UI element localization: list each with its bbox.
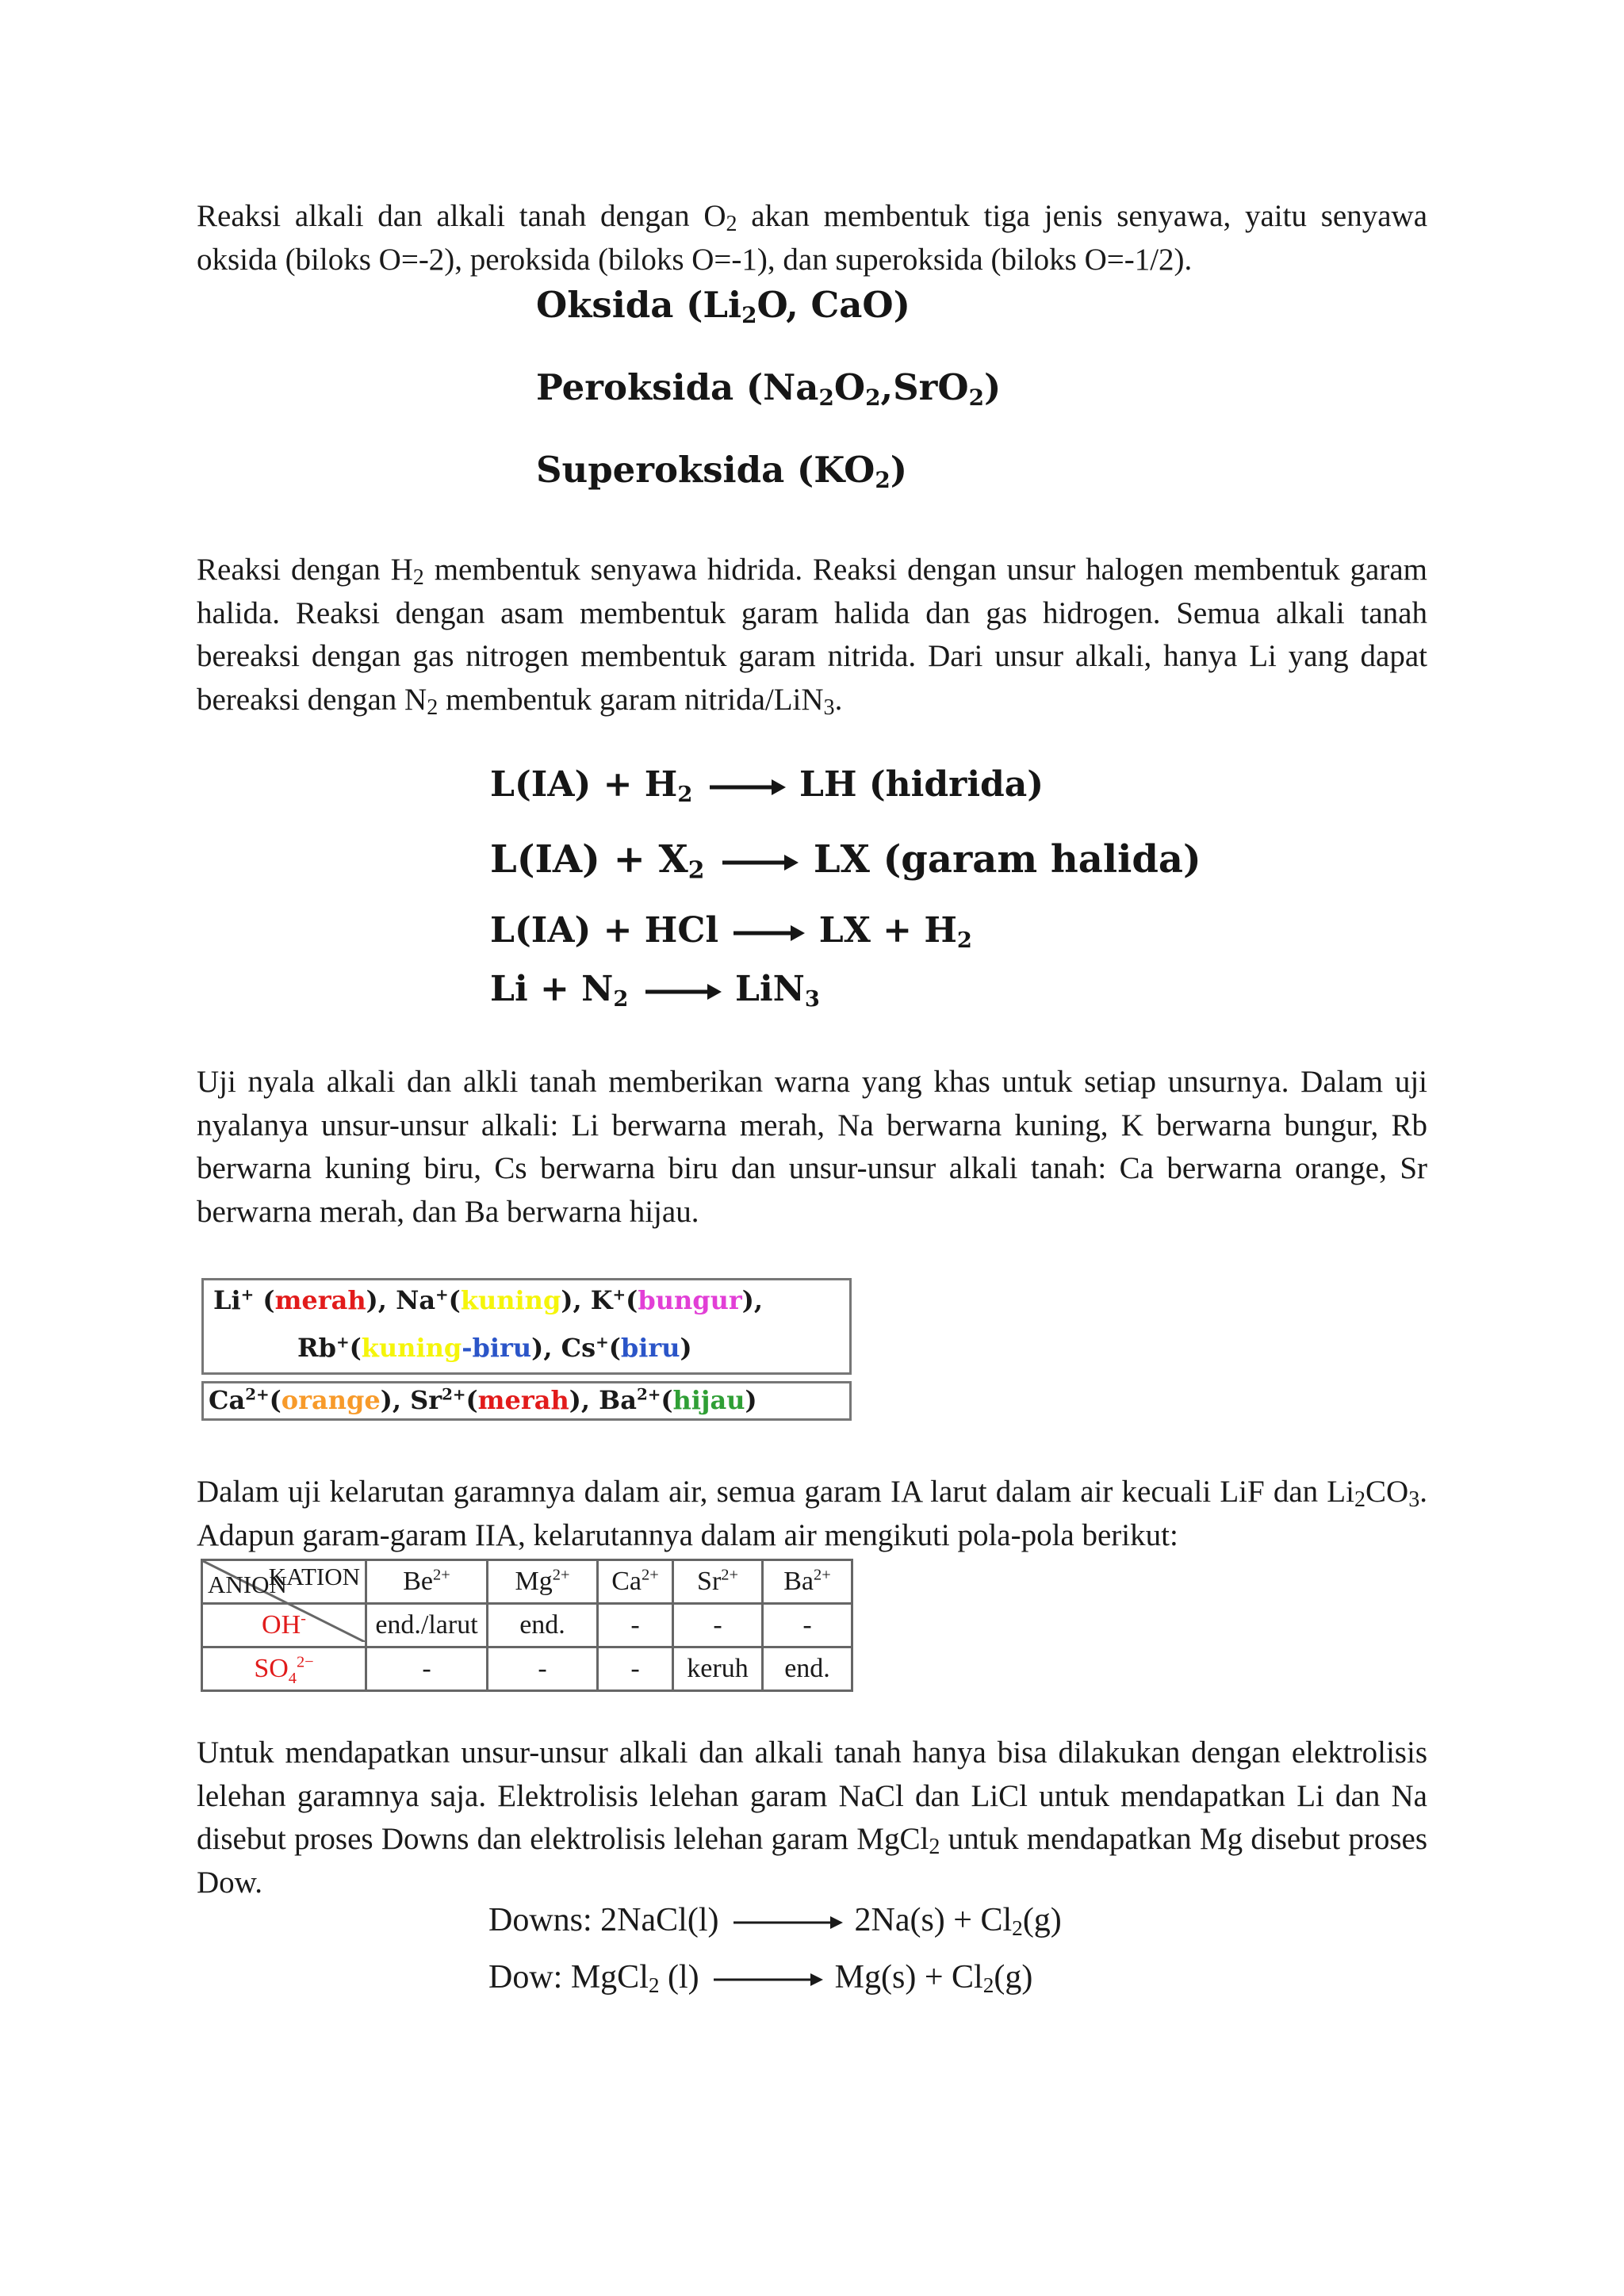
table-header: $Ba^{2+}$: [763, 1560, 852, 1604]
flame-box-alkaline-earth: [201, 1381, 852, 1421]
table-cell: -: [488, 1647, 598, 1691]
paragraph-flame-test: Uji nyala alkali dan alkli tanah memberikan warna yang khas untuk setiap unsurnya. Dalam uji nyalanya unsur-unsur alkali: Li berwarna merah, Na berwarna kuning, K berwarna bungur, Rb berwarna kuning biru, Cs berwarna biru dan unsur-unsur alkali tanah: Ca berwarna orange, Sr berwarna merah, dan Ba berwarna hijau.: [197, 1065, 1427, 1229]
flame-line-3: $Ca^{2+}(orange)$, $Sr^{2+}(merah)$, $Ba^{2+}(hijau)$: [209, 1384, 757, 1415]
color-orange: orange: [281, 1385, 381, 1415]
arrow-right-icon: [641, 982, 723, 1001]
formula-peroksida: Peroksida $(Na_2O_2,SrO_2)$: [536, 366, 1002, 411]
flame-line-1: Li+ (merah), Na+(kuning), K+(bungur),: [213, 1284, 763, 1315]
color-biru: -biru: [462, 1333, 532, 1363]
table-header: $Sr^{2+}$: [673, 1560, 763, 1604]
table-header-row: [202, 1560, 852, 1604]
paragraph-solubility: Dalam uji kelarutan garamnya dalam air, semua garam IA larut dalam air kecuali LiF dan $Li_2CO_3$. Adapun garam-garam IIA, kelarutannya dalam air mengikuti pola-pola berikut:: [197, 1475, 1427, 1552]
color-merah: merah: [274, 1285, 366, 1315]
row-label-oh: OH-: [202, 1604, 366, 1647]
paragraph-electrolysis: Untuk mendapatkan unsur-unsur alkali dan alkali tanah hanya bisa dilakukan dengan elektrolisis lelehan garamnya saja. Elektrolisis lelehan garam NaCl dan LiCl untuk mendapatkan Li dan Na disebut proses Downs dan elektrolisis lelehan garam MgCl$_2$ untuk mendapatkan Mg disebut proses Dow.: [197, 1735, 1427, 1900]
formula-oksida: Oksida ($Li_2O$, CaO): [536, 284, 910, 328]
reaction-hydride: $L(IA) + H_2$ LH (hidrida): [490, 764, 1044, 807]
reaction-nitride: $Li + N_2$ LiN$_3$: [490, 969, 820, 1012]
color-merah: merah: [477, 1385, 569, 1415]
table-cell: -: [763, 1604, 852, 1647]
paragraph-oxygen-reaction: Reaksi alkali dan alkali tanah dengan $O_2$ akan membentuk tiga jenis senyawa, yaitu senyawa oksida (biloks O=-2), peroksida (biloks O=-1), dan superoksida (biloks O=-1/2).: [197, 199, 1427, 277]
reaction-halide: $L(IA) + X_2$ LX (garam halida): [490, 837, 1201, 885]
paragraph-hydride-halide-nitride: Reaksi dengan $H_2$ membentuk senyawa hidrida. Reaksi dengan unsur halogen membentuk garam halida. Reaksi dengan asam membentuk garam halida dan gas hidrogen. Semua alkali tanah bereaksi dengan gas nitrogen membentuk garam nitrida. Dari unsur alkali, hanya Li yang dapat bereaksi dengan $N_2$ membentuk garam nitrida/LiN$_3$.: [197, 553, 1427, 720]
solubility-table: [201, 1559, 853, 1692]
flame-line-2: Rb+(kuning-biru), Cs+(biru): [297, 1332, 692, 1363]
table-header: $Ca^{2+}$: [598, 1560, 673, 1604]
color-bungur: bungur: [638, 1285, 742, 1315]
table-cell: end./larut: [366, 1604, 488, 1647]
table-cell: end.: [763, 1647, 852, 1691]
table-cell: -: [598, 1604, 673, 1647]
table-corner-cell: [202, 1560, 366, 1604]
arrow-right-icon: [727, 1914, 846, 1931]
table-header: $Be^{2+}$: [366, 1560, 488, 1604]
process-downs: Downs: 2NaCl(l) $2Na(s) + Cl_2(g)$: [488, 1902, 1062, 1940]
table-cell: end.: [488, 1604, 598, 1647]
reaction-acid: L(IA) + HCl LX + $H_2$: [490, 910, 972, 953]
table-cell: keruh: [673, 1647, 763, 1691]
formula-superoksida: Superoksida $(KO_2)$: [536, 449, 908, 493]
color-kuning: kuning: [361, 1333, 462, 1363]
table-cell: -: [366, 1647, 488, 1691]
arrow-right-icon: [730, 924, 806, 943]
process-dow: Dow: MgCl$_2$ (l) $Mg(s) + Cl_2(g)$: [488, 1959, 1033, 1997]
color-hijau: hijau: [672, 1385, 745, 1415]
arrow-right-icon: [718, 853, 800, 872]
arrow-right-icon: [707, 1971, 826, 1988]
arrow-right-icon: [705, 778, 787, 797]
table-row: [202, 1647, 852, 1691]
table-cell: -: [673, 1604, 763, 1647]
color-biru: biru: [620, 1333, 680, 1363]
table-cell: -: [598, 1647, 673, 1691]
anion-label: ANION: [208, 1571, 287, 1598]
color-kuning: kuning: [460, 1285, 561, 1315]
kation-label: KATION: [268, 1563, 360, 1590]
table-header: $Mg^{2+}$: [488, 1560, 598, 1604]
flame-box-alkali: [201, 1278, 852, 1375]
row-label-so4: $SO_4^{2-}$: [202, 1647, 366, 1691]
